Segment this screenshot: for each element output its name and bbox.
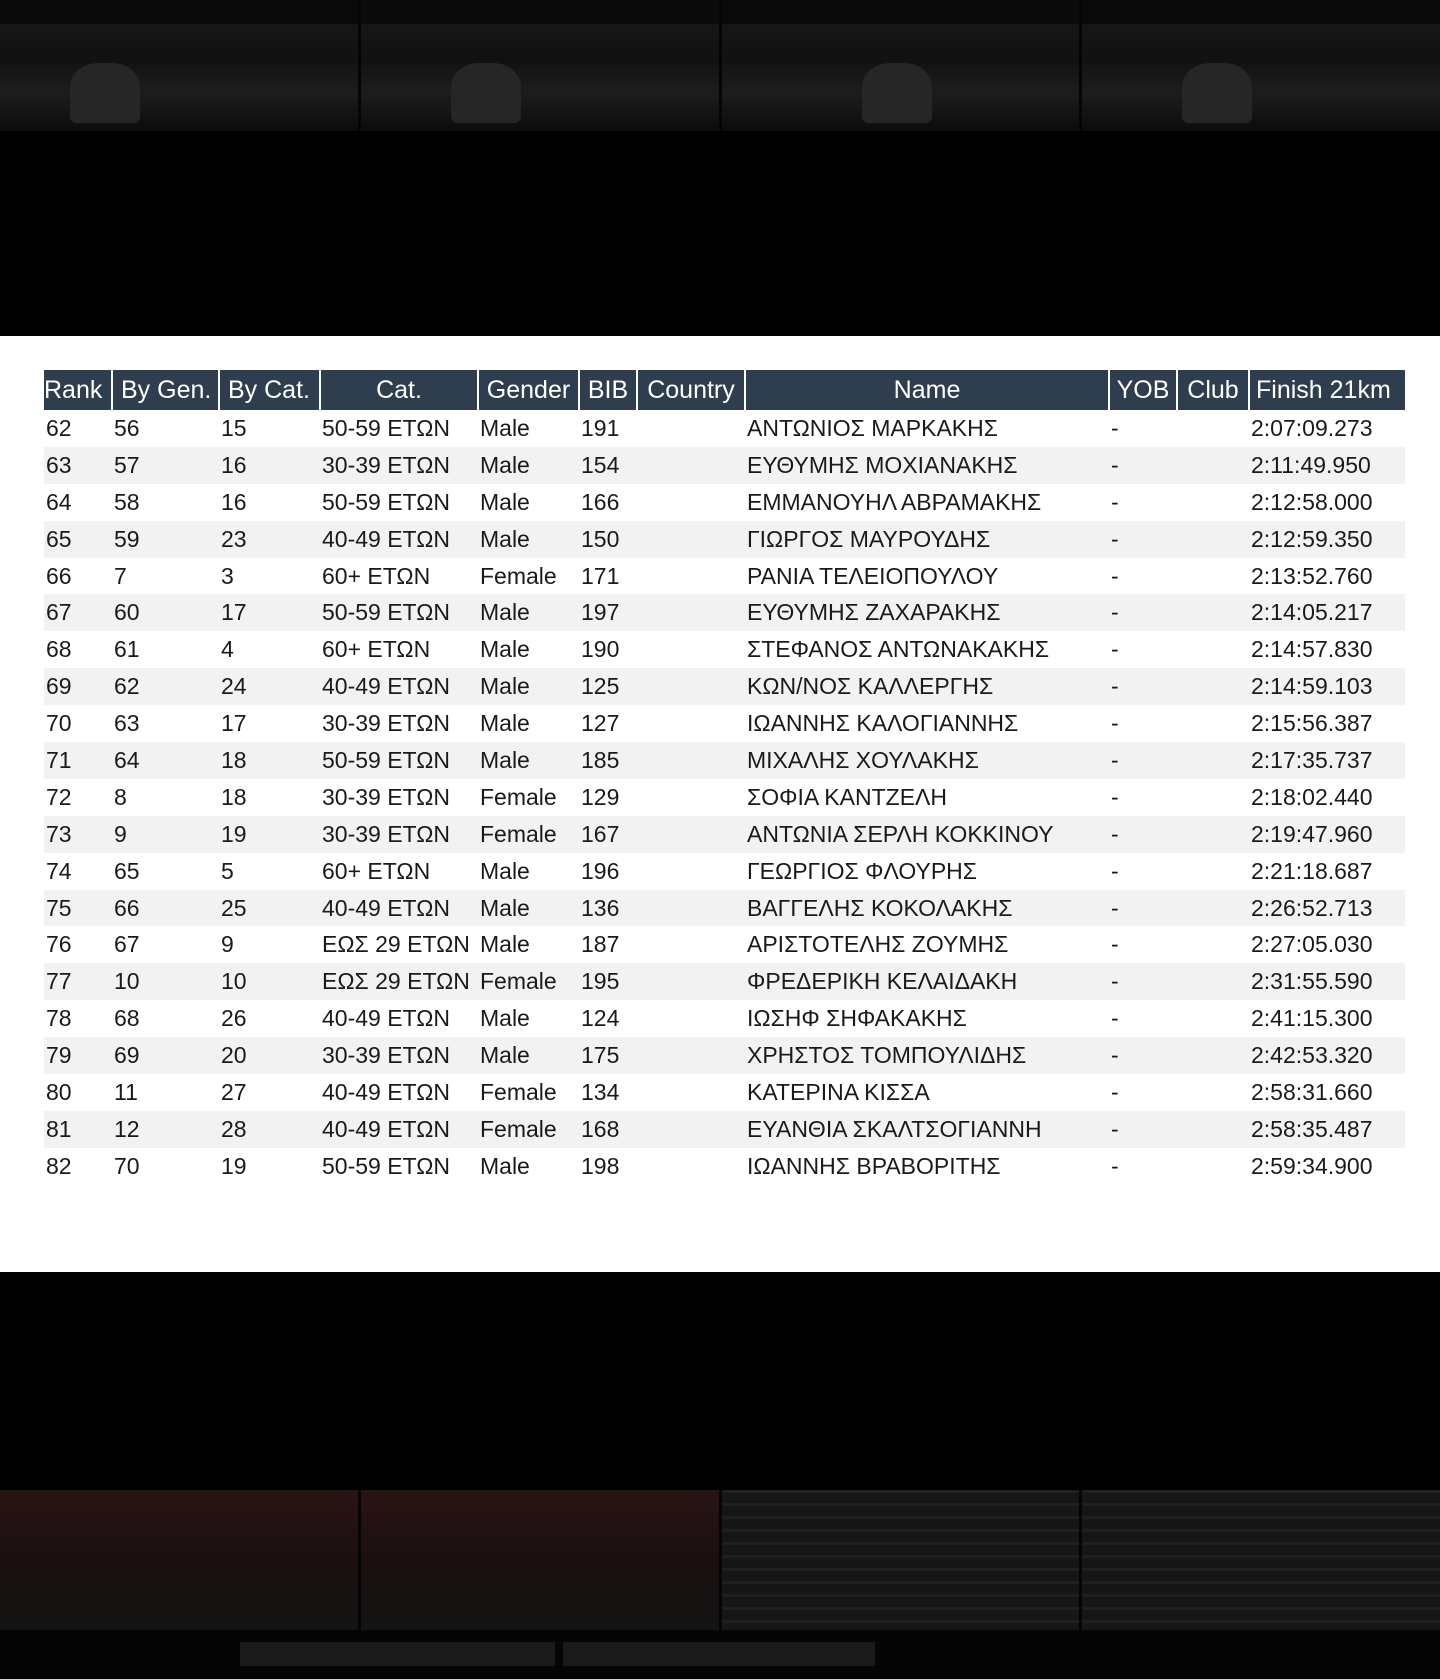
cell-name: ΧΡΗΣΤΟΣ ΤΟΜΠΟΥΛΙΔΗΣ xyxy=(745,1037,1109,1074)
cell-club xyxy=(1177,742,1249,779)
cell-category: 40-49 ΕΤΩΝ xyxy=(322,1078,450,1105)
cell-by-gender: 59 xyxy=(112,521,219,558)
cell-country xyxy=(637,742,745,779)
cell-finish-time: 2:07:09.273 xyxy=(1251,414,1373,441)
cell-name: ΙΩΑΝΝΗΣ ΒΡΑΒΟΡΙΤΗΣ xyxy=(747,1152,1001,1179)
cell-category: 50-59 ΕΤΩΝ xyxy=(320,742,478,779)
col-header-country: Country xyxy=(637,370,745,410)
cell-country xyxy=(637,668,745,705)
cell-bib: 195 xyxy=(579,963,637,1000)
cell-category: 60+ ΕΤΩΝ xyxy=(322,636,431,663)
cell-finish-time: 2:19:47.960 xyxy=(1249,816,1405,853)
cell-by-gender: 67 xyxy=(114,931,140,958)
cell-bib: 125 xyxy=(579,668,637,705)
cell-yob: - xyxy=(1111,710,1119,737)
cell-category: 40-49 ΕΤΩΝ xyxy=(320,1111,478,1148)
table-row xyxy=(44,926,1405,963)
col-header-category: Cat. xyxy=(320,370,478,410)
cell-gender: Male xyxy=(478,668,579,705)
cell-category: 50-59 ΕΤΩΝ xyxy=(322,488,450,515)
cell-gender: Female xyxy=(480,562,557,589)
cell-finish-time: 2:42:53.320 xyxy=(1249,1037,1405,1074)
cell-name: ΓΙΩΡΓΟΣ ΜΑΥΡΟΥΔΗΣ xyxy=(745,521,1109,558)
background-photo-strip-top xyxy=(0,0,1440,131)
cell-name: ΣΤΕΦΑΝΟΣ ΑΝΤΩΝΑΚΑΚΗΣ xyxy=(747,636,1050,663)
cell-by-category: 18 xyxy=(221,783,247,810)
background-photo xyxy=(361,1490,719,1630)
cell-category: 60+ ΕΤΩΝ xyxy=(322,857,431,884)
cell-rank: 65 xyxy=(44,521,112,558)
cell-finish-time: 2:27:05.030 xyxy=(1251,931,1373,958)
cell-category: 40-49 ΕΤΩΝ xyxy=(320,521,478,558)
cell-gender: Male xyxy=(480,857,530,884)
cell-country xyxy=(637,521,745,558)
cell-yob: - xyxy=(1111,1005,1119,1032)
cell-name: ΕΥΘΥΜΗΣ ΜΟΧΙΑΝΑΚΗΣ xyxy=(745,447,1109,484)
cell-yob: - xyxy=(1111,1152,1119,1179)
cell-by-category: 17 xyxy=(221,710,247,737)
cell-finish-time: 2:15:56.387 xyxy=(1251,710,1373,737)
cell-gender: Male xyxy=(480,931,530,958)
results-image xyxy=(0,336,1440,1272)
table-row xyxy=(44,705,1405,742)
results-table xyxy=(44,370,1405,1185)
col-header-finish: Finish 21km xyxy=(1249,370,1405,410)
cell-category: 40-49 ΕΤΩΝ xyxy=(320,668,478,705)
cell-club xyxy=(1177,1111,1249,1148)
table-row xyxy=(44,558,1405,595)
cell-country xyxy=(637,890,745,927)
cell-yob: - xyxy=(1111,636,1119,663)
cell-by-category: 9 xyxy=(221,931,234,958)
cell-by-category: 27 xyxy=(221,1078,247,1105)
cell-by-category: 16 xyxy=(221,488,247,515)
cell-country xyxy=(637,558,745,595)
table-row xyxy=(44,1074,1405,1111)
cell-club xyxy=(1177,594,1249,631)
cell-by-category: 3 xyxy=(221,562,234,589)
cell-bib: 129 xyxy=(581,783,620,810)
cell-by-gender: 10 xyxy=(112,963,219,1000)
cell-gender: Male xyxy=(480,488,530,515)
col-header-bib: BIB xyxy=(579,370,637,410)
cell-gender: Female xyxy=(478,1111,579,1148)
cell-name: ΑΝΤΩΝΙΑ ΣΕΡΛΗ ΚΟΚΚΙΝΟΥ xyxy=(745,816,1109,853)
cell-by-category: 26 xyxy=(221,1005,247,1032)
table-row xyxy=(44,410,1405,447)
cell-yob: - xyxy=(1109,594,1177,631)
cell-finish-time: 2:11:49.950 xyxy=(1249,447,1405,484)
cell-club xyxy=(1177,1074,1249,1111)
cell-rank: 70 xyxy=(46,710,72,737)
cell-name: ΜΙΧΑΛΗΣ ΧΟΥΛΑΚΗΣ xyxy=(745,742,1109,779)
table-row xyxy=(44,1148,1405,1185)
cell-gender: Female xyxy=(478,963,579,1000)
cell-by-gender: 68 xyxy=(114,1005,140,1032)
cell-category: 30-39 ΕΤΩΝ xyxy=(322,783,450,810)
cell-rank: 82 xyxy=(46,1152,72,1179)
results-body xyxy=(44,410,1405,1185)
cell-by-category: 15 xyxy=(221,414,247,441)
cell-bib: 190 xyxy=(581,636,620,663)
cell-gender: Male xyxy=(478,742,579,779)
cell-club xyxy=(1177,926,1249,963)
cell-name: ΕΜΜΑΝΟΥΗΛ ΑΒΡΑΜΑΚΗΣ xyxy=(747,488,1042,515)
cell-by-category: 10 xyxy=(219,963,320,1000)
cell-finish-time: 2:12:58.000 xyxy=(1251,488,1373,515)
cell-gender: Male xyxy=(478,594,579,631)
cell-yob: - xyxy=(1109,521,1177,558)
cell-club xyxy=(1177,1148,1249,1185)
cell-club xyxy=(1177,521,1249,558)
cell-rank: 67 xyxy=(44,594,112,631)
cell-country xyxy=(637,631,745,668)
cell-country xyxy=(637,853,745,890)
cell-rank: 69 xyxy=(44,668,112,705)
background-photo xyxy=(1082,0,1440,131)
cell-finish-time: 2:58:35.487 xyxy=(1249,1111,1405,1148)
cell-country xyxy=(637,447,745,484)
table-row xyxy=(44,484,1405,521)
cell-yob: - xyxy=(1109,1037,1177,1074)
cell-yob: - xyxy=(1109,816,1177,853)
cell-yob: - xyxy=(1111,931,1119,958)
cell-rank: 62 xyxy=(46,414,72,441)
cell-by-gender: 7 xyxy=(114,562,127,589)
cell-bib: 124 xyxy=(581,1005,620,1032)
background-caption-bar xyxy=(563,1642,875,1666)
cell-country xyxy=(637,1074,745,1111)
cell-name: ΕΥΘΥΜΗΣ ΖΑΧΑΡΑΚΗΣ xyxy=(745,594,1109,631)
col-header-rank: Rank xyxy=(44,370,112,410)
background-photo xyxy=(361,0,719,131)
cell-by-category: 25 xyxy=(219,890,320,927)
cell-gender: Female xyxy=(480,1078,557,1105)
background-photo xyxy=(722,0,1080,131)
cell-name: ΦΡΕΔΕΡΙΚΗ ΚΕΛΑΙΔΑΚΗ xyxy=(745,963,1109,1000)
cell-rank: 64 xyxy=(46,488,72,515)
cell-name: ΙΩΣΗΦ ΣΗΦΑΚΑΚΗΣ xyxy=(747,1005,967,1032)
cell-country xyxy=(637,1000,745,1037)
cell-by-category: 5 xyxy=(221,857,234,884)
cell-name: ΓΕΩΡΓΙΟΣ ΦΛΟΥΡΗΣ xyxy=(747,857,977,884)
cell-bib: 166 xyxy=(581,488,620,515)
cell-category: 30-39 ΕΤΩΝ xyxy=(320,816,478,853)
cell-category: 40-49 ΕΤΩΝ xyxy=(320,890,478,927)
cell-category: 30-39 ΕΤΩΝ xyxy=(322,710,450,737)
cell-country xyxy=(637,1111,745,1148)
cell-name: ΡΑΝΙΑ ΤΕΛΕΙΟΠΟΥΛΟΥ xyxy=(747,562,999,589)
table-row xyxy=(44,594,1405,631)
cell-finish-time: 2:13:52.760 xyxy=(1251,562,1373,589)
cell-name: ΑΝΤΩΝΙΟΣ ΜΑΡΚΑΚΗΣ xyxy=(747,414,998,441)
cell-by-gender: 57 xyxy=(112,447,219,484)
table-row xyxy=(44,963,1405,1000)
cell-name: ΚΑΤΕΡΙΝΑ ΚΙΣΣΑ xyxy=(747,1078,930,1105)
cell-finish-time: 2:14:05.217 xyxy=(1249,594,1405,631)
cell-bib: 136 xyxy=(579,890,637,927)
cell-yob: - xyxy=(1111,1078,1119,1105)
cell-gender: Female xyxy=(478,816,579,853)
col-header-club: Club xyxy=(1177,370,1249,410)
background-photo xyxy=(0,1490,358,1630)
table-row xyxy=(44,853,1405,890)
background-photo xyxy=(0,0,358,131)
cell-club xyxy=(1177,410,1249,447)
cell-gender: Male xyxy=(478,447,579,484)
table-row xyxy=(44,447,1405,484)
cell-category: 30-39 ΕΤΩΝ xyxy=(320,1037,478,1074)
cell-rank: 72 xyxy=(46,783,72,810)
cell-yob: - xyxy=(1109,668,1177,705)
table-row xyxy=(44,1000,1405,1037)
cell-club xyxy=(1177,1000,1249,1037)
cell-finish-time: 2:59:34.900 xyxy=(1251,1152,1373,1179)
cell-yob: - xyxy=(1111,414,1119,441)
cell-finish-time: 2:18:02.440 xyxy=(1251,783,1373,810)
cell-club xyxy=(1177,484,1249,521)
cell-by-gender: 8 xyxy=(114,783,127,810)
cell-name: ΕΥΑΝΘΙΑ ΣΚΑΛΤΣΟΓΙΑΝΝΗ xyxy=(745,1111,1109,1148)
cell-name: ΚΩΝ/ΝΟΣ ΚΑΛΛΕΡΓΗΣ xyxy=(745,668,1109,705)
table-row xyxy=(44,631,1405,668)
cell-by-category: 18 xyxy=(219,742,320,779)
cell-rank: 80 xyxy=(46,1078,72,1105)
cell-country xyxy=(637,484,745,521)
table-row xyxy=(44,779,1405,816)
cell-finish-time: 2:58:31.660 xyxy=(1251,1078,1373,1105)
cell-rank: 79 xyxy=(44,1037,112,1074)
cell-by-category: 19 xyxy=(219,816,320,853)
cell-country xyxy=(637,1037,745,1074)
cell-bib: 150 xyxy=(579,521,637,558)
cell-by-category: 16 xyxy=(219,447,320,484)
cell-bib: 154 xyxy=(579,447,637,484)
cell-rank: 66 xyxy=(46,562,72,589)
cell-name: ΑΡΙΣΤΟΤΕΛΗΣ ΖΟΥΜΗΣ xyxy=(747,931,1009,958)
cell-country xyxy=(637,926,745,963)
cell-rank: 63 xyxy=(44,447,112,484)
cell-rank: 73 xyxy=(44,816,112,853)
cell-by-category: 28 xyxy=(219,1111,320,1148)
cell-by-gender: 11 xyxy=(114,1078,138,1105)
cell-by-gender: 64 xyxy=(112,742,219,779)
cell-country xyxy=(637,594,745,631)
cell-club xyxy=(1177,447,1249,484)
table-row xyxy=(44,742,1405,779)
cell-gender: Male xyxy=(478,521,579,558)
cell-country xyxy=(637,963,745,1000)
cell-club xyxy=(1177,668,1249,705)
table-row xyxy=(44,1037,1405,1074)
col-header-by-category: By Cat. xyxy=(219,370,320,410)
table-header-row xyxy=(44,370,1405,410)
background-photo xyxy=(722,1490,1080,1630)
cell-club xyxy=(1177,1037,1249,1074)
cell-by-gender: 62 xyxy=(112,668,219,705)
cell-bib: 171 xyxy=(581,562,620,589)
cell-bib: 168 xyxy=(579,1111,637,1148)
cell-finish-time: 2:26:52.713 xyxy=(1249,890,1405,927)
cell-club xyxy=(1177,963,1249,1000)
cell-by-gender: 69 xyxy=(112,1037,219,1074)
cell-category: 50-59 ΕΤΩΝ xyxy=(322,414,450,441)
cell-name: ΣΟΦΙΑ ΚΑΝΤΖΕΛΗ xyxy=(747,783,948,810)
col-header-by-gender: By Gen. xyxy=(112,370,219,410)
cell-bib: 127 xyxy=(581,710,620,737)
cell-club xyxy=(1177,631,1249,668)
cell-gender: Male xyxy=(480,1152,530,1179)
cell-club xyxy=(1177,558,1249,595)
cell-yob: - xyxy=(1109,890,1177,927)
cell-by-gender: 65 xyxy=(114,857,140,884)
cell-yob: - xyxy=(1109,742,1177,779)
cell-club xyxy=(1177,816,1249,853)
cell-yob: - xyxy=(1111,488,1119,515)
cell-bib: 191 xyxy=(581,414,620,441)
table-row xyxy=(44,521,1405,558)
cell-yob: - xyxy=(1109,447,1177,484)
table-row xyxy=(44,890,1405,927)
cell-finish-time: 2:14:59.103 xyxy=(1249,668,1405,705)
cell-rank: 78 xyxy=(46,1005,72,1032)
cell-name: ΙΩΑΝΝΗΣ ΚΑΛΟΓΙΑΝΝΗΣ xyxy=(747,710,1019,737)
cell-finish-time: 2:21:18.687 xyxy=(1251,857,1373,884)
cell-bib: 134 xyxy=(581,1078,620,1105)
cell-club xyxy=(1177,779,1249,816)
col-header-name: Name xyxy=(745,370,1109,410)
cell-by-gender: 9 xyxy=(112,816,219,853)
cell-by-gender: 58 xyxy=(114,488,140,515)
cell-by-gender: 63 xyxy=(114,710,140,737)
cell-gender: Male xyxy=(480,710,530,737)
cell-rank: 71 xyxy=(44,742,112,779)
cell-country xyxy=(637,410,745,447)
cell-yob: - xyxy=(1109,963,1177,1000)
cell-category: 60+ ΕΤΩΝ xyxy=(322,562,431,589)
cell-country xyxy=(637,705,745,742)
cell-category: 50-59 ΕΤΩΝ xyxy=(320,594,478,631)
cell-by-gender: 60 xyxy=(112,594,219,631)
cell-category: 30-39 ΕΤΩΝ xyxy=(320,447,478,484)
cell-gender: Male xyxy=(480,414,530,441)
cell-bib: 196 xyxy=(581,857,620,884)
cell-by-category: 20 xyxy=(219,1037,320,1074)
cell-rank: 68 xyxy=(46,636,72,663)
cell-bib: 187 xyxy=(581,931,620,958)
cell-country xyxy=(637,779,745,816)
cell-yob: - xyxy=(1111,562,1119,589)
cell-rank: 75 xyxy=(44,890,112,927)
table-row xyxy=(44,668,1405,705)
cell-bib: 185 xyxy=(579,742,637,779)
cell-rank: 77 xyxy=(44,963,112,1000)
cell-by-category: 4 xyxy=(221,636,234,663)
cell-yob: - xyxy=(1109,1111,1177,1148)
cell-bib: 167 xyxy=(579,816,637,853)
cell-by-gender: 61 xyxy=(114,636,140,663)
cell-by-gender: 70 xyxy=(114,1152,140,1179)
cell-category: ΕΩΣ 29 ΕΤΩΝ xyxy=(322,931,470,958)
cell-gender: Male xyxy=(480,1005,530,1032)
cell-yob: - xyxy=(1111,783,1119,810)
cell-finish-time: 2:12:59.350 xyxy=(1249,521,1405,558)
cell-bib: 175 xyxy=(579,1037,637,1074)
cell-by-category: 23 xyxy=(219,521,320,558)
cell-rank: 81 xyxy=(44,1111,112,1148)
table-row xyxy=(44,1111,1405,1148)
cell-category: 40-49 ΕΤΩΝ xyxy=(322,1005,450,1032)
cell-rank: 76 xyxy=(46,931,72,958)
cell-by-gender: 12 xyxy=(112,1111,219,1148)
background-photo xyxy=(1082,1490,1440,1630)
cell-finish-time: 2:17:35.737 xyxy=(1249,742,1405,779)
cell-by-category: 17 xyxy=(219,594,320,631)
cell-club xyxy=(1177,705,1249,742)
cell-gender: Male xyxy=(480,636,530,663)
cell-bib: 197 xyxy=(579,594,637,631)
cell-gender: Male xyxy=(478,1037,579,1074)
cell-category: 50-59 ΕΤΩΝ xyxy=(322,1152,450,1179)
cell-country xyxy=(637,1148,745,1185)
cell-by-gender: 66 xyxy=(112,890,219,927)
cell-bib: 198 xyxy=(581,1152,620,1179)
cell-finish-time: 2:14:57.830 xyxy=(1251,636,1373,663)
cell-finish-time: 2:41:15.300 xyxy=(1251,1005,1373,1032)
cell-finish-time: 2:31:55.590 xyxy=(1249,963,1405,1000)
cell-name: ΒΑΓΓΕΛΗΣ ΚΟΚΟΛΑΚΗΣ xyxy=(745,890,1109,927)
cell-by-gender: 56 xyxy=(114,414,140,441)
cell-by-category: 19 xyxy=(221,1152,247,1179)
cell-club xyxy=(1177,890,1249,927)
col-header-yob: YOB xyxy=(1109,370,1177,410)
table-row xyxy=(44,816,1405,853)
cell-club xyxy=(1177,853,1249,890)
cell-gender: Male xyxy=(478,890,579,927)
col-header-gender: Gender xyxy=(478,370,579,410)
background-caption-bar xyxy=(240,1642,555,1666)
cell-country xyxy=(637,816,745,853)
cell-category: ΕΩΣ 29 ΕΤΩΝ xyxy=(320,963,478,1000)
cell-yob: - xyxy=(1111,857,1119,884)
cell-rank: 74 xyxy=(46,857,72,884)
cell-gender: Female xyxy=(480,783,557,810)
cell-by-category: 24 xyxy=(219,668,320,705)
